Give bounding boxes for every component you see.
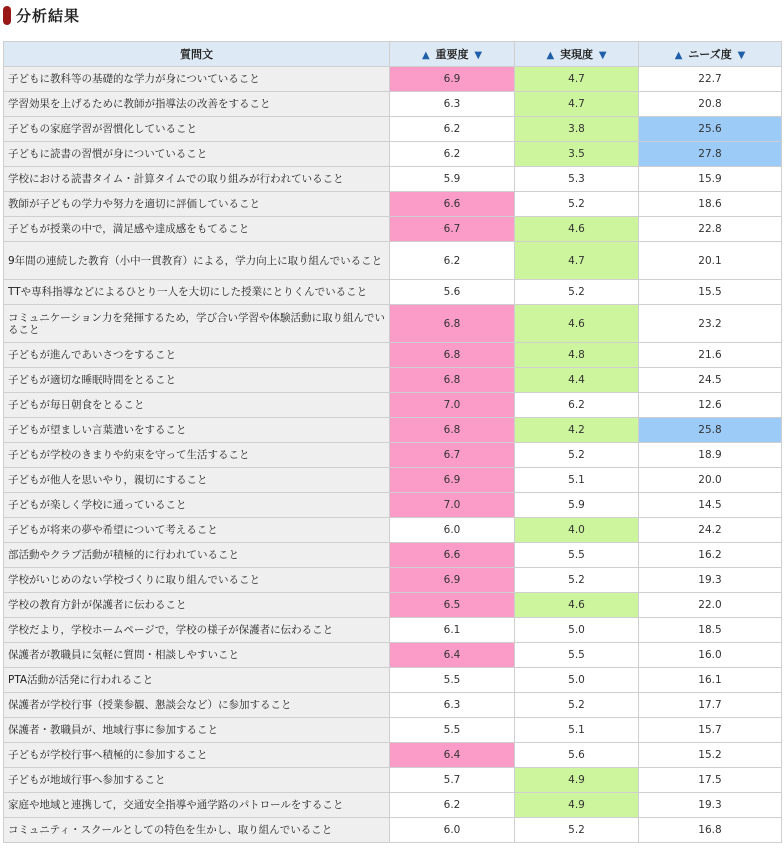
table-row bbox=[4, 818, 782, 843]
importance-cell: 6.4 bbox=[390, 643, 515, 668]
table-row bbox=[4, 543, 782, 568]
importance-cell: 6.3 bbox=[390, 92, 515, 117]
column-header-question: 質問文 bbox=[4, 42, 390, 67]
column-header-importance-label: 重要度 bbox=[435, 48, 469, 61]
table-row bbox=[4, 493, 782, 518]
actual-cell: 5.0 bbox=[515, 618, 639, 643]
question-cell: 学校の教育方針が保護者に伝わること bbox=[4, 593, 390, 618]
column-header-needs bbox=[639, 42, 782, 67]
question-cell: 子どもに読書の習慣が身についていること bbox=[4, 142, 390, 167]
sort-desc-importance-icon[interactable]: ▼ bbox=[474, 50, 483, 61]
actual-cell: 4.6 bbox=[515, 217, 639, 242]
actual-cell: 3.8 bbox=[515, 117, 639, 142]
needs-cell: 22.0 bbox=[639, 593, 782, 618]
actual-cell: 4.6 bbox=[515, 593, 639, 618]
question-cell: 教師が子どもの学力や努力を適切に評価していること bbox=[4, 192, 390, 217]
title-bullet-icon bbox=[3, 6, 11, 25]
importance-cell: 6.0 bbox=[390, 818, 515, 843]
importance-cell: 6.8 bbox=[390, 305, 515, 343]
importance-cell: 7.0 bbox=[390, 493, 515, 518]
needs-cell: 18.5 bbox=[639, 618, 782, 643]
importance-cell: 5.6 bbox=[390, 280, 515, 305]
table-row bbox=[4, 92, 782, 117]
actual-cell: 5.1 bbox=[515, 468, 639, 493]
needs-cell: 15.9 bbox=[639, 167, 782, 192]
actual-cell: 4.8 bbox=[515, 343, 639, 368]
needs-cell: 27.8 bbox=[639, 142, 782, 167]
table-row bbox=[4, 443, 782, 468]
needs-cell: 16.2 bbox=[639, 543, 782, 568]
question-cell: 学習効果を上げるために教師が指導法の改善をすること bbox=[4, 92, 390, 117]
table-row bbox=[4, 393, 782, 418]
sort-desc-needs-icon[interactable]: ▼ bbox=[737, 50, 746, 61]
table-row bbox=[4, 117, 782, 142]
question-cell: 9年間の連続した教育（小中一貫教育）による，学力向上に取り組んでいること bbox=[4, 242, 390, 280]
question-cell: 子どもが進んであいさつをすること bbox=[4, 343, 390, 368]
importance-cell: 6.8 bbox=[390, 343, 515, 368]
needs-cell: 15.7 bbox=[639, 718, 782, 743]
question-cell: 子どもが将来の夢や希望について考えること bbox=[4, 518, 390, 543]
needs-cell: 25.6 bbox=[639, 117, 782, 142]
table-row bbox=[4, 668, 782, 693]
question-cell: コミュニケーション力を発揮するため，学び合い学習や体験活動に取り組んでいること bbox=[4, 305, 390, 343]
table-row bbox=[4, 693, 782, 718]
question-cell: 学校がいじめのない学校づくりに取り組んでいること bbox=[4, 568, 390, 593]
actual-cell: 5.1 bbox=[515, 718, 639, 743]
actual-cell: 6.2 bbox=[515, 393, 639, 418]
importance-cell: 5.9 bbox=[390, 167, 515, 192]
question-cell: 部活動やクラブ活動が積極的に行われていること bbox=[4, 543, 390, 568]
question-cell: 保護者が学校行事（授業参観、懇談会など）に参加すること bbox=[4, 693, 390, 718]
sort-asc-actual-icon[interactable]: ▲ bbox=[546, 50, 555, 61]
importance-cell: 6.7 bbox=[390, 217, 515, 242]
importance-cell: 6.2 bbox=[390, 242, 515, 280]
importance-cell: 6.4 bbox=[390, 743, 515, 768]
actual-cell: 4.9 bbox=[515, 793, 639, 818]
needs-cell: 18.6 bbox=[639, 192, 782, 217]
question-cell: 子どもが適切な睡眠時間をとること bbox=[4, 368, 390, 393]
needs-cell: 20.0 bbox=[639, 468, 782, 493]
question-cell: 学校だより，学校ホームページで，学校の様子が保護者に伝わること bbox=[4, 618, 390, 643]
importance-cell: 6.2 bbox=[390, 793, 515, 818]
actual-cell: 5.9 bbox=[515, 493, 639, 518]
needs-cell: 16.0 bbox=[639, 643, 782, 668]
needs-cell: 24.5 bbox=[639, 368, 782, 393]
table-row bbox=[4, 793, 782, 818]
sort-asc-needs-icon[interactable]: ▲ bbox=[674, 50, 683, 61]
needs-cell: 22.8 bbox=[639, 217, 782, 242]
table-row bbox=[4, 192, 782, 217]
needs-cell: 17.7 bbox=[639, 693, 782, 718]
table-row bbox=[4, 718, 782, 743]
actual-cell: 4.0 bbox=[515, 518, 639, 543]
actual-cell: 5.2 bbox=[515, 693, 639, 718]
actual-cell: 5.6 bbox=[515, 743, 639, 768]
table-row bbox=[4, 305, 782, 343]
table-row bbox=[4, 568, 782, 593]
question-cell: 保護者が教職員に気軽に質問・相談しやすいこと bbox=[4, 643, 390, 668]
needs-cell: 17.5 bbox=[639, 768, 782, 793]
table-row bbox=[4, 343, 782, 368]
importance-cell: 6.5 bbox=[390, 593, 515, 618]
table-row bbox=[4, 768, 782, 793]
question-cell: 子どもが地域行事へ参加すること bbox=[4, 768, 390, 793]
question-cell: 子どもが学校行事へ積極的に参加すること bbox=[4, 743, 390, 768]
importance-cell: 5.5 bbox=[390, 718, 515, 743]
actual-cell: 4.7 bbox=[515, 92, 639, 117]
importance-cell: 6.2 bbox=[390, 117, 515, 142]
actual-cell: 5.2 bbox=[515, 443, 639, 468]
table-row bbox=[4, 618, 782, 643]
table-row bbox=[4, 743, 782, 768]
question-cell: 子どもが楽しく学校に通っていること bbox=[4, 493, 390, 518]
question-cell: 学校における読書タイム・計算タイムでの取り組みが行われていること bbox=[4, 167, 390, 192]
actual-cell: 5.2 bbox=[515, 192, 639, 217]
table-row bbox=[4, 643, 782, 668]
needs-cell: 16.8 bbox=[639, 818, 782, 843]
importance-cell: 6.6 bbox=[390, 192, 515, 217]
actual-cell: 5.2 bbox=[515, 568, 639, 593]
actual-cell: 4.6 bbox=[515, 305, 639, 343]
actual-cell: 4.4 bbox=[515, 368, 639, 393]
needs-cell: 19.3 bbox=[639, 568, 782, 593]
needs-cell: 22.7 bbox=[639, 67, 782, 92]
question-cell: TTや専科指導などによるひとり一人を大切にした授業にとりくんでいること bbox=[4, 280, 390, 305]
question-cell: 子どもが毎日朝食をとること bbox=[4, 393, 390, 418]
actual-cell: 5.3 bbox=[515, 167, 639, 192]
question-cell: 子どもに教科等の基礎的な学力が身についていること bbox=[4, 67, 390, 92]
sort-desc-actual-icon[interactable]: ▼ bbox=[598, 50, 607, 61]
actual-cell: 4.2 bbox=[515, 418, 639, 443]
importance-cell: 7.0 bbox=[390, 393, 515, 418]
table-body bbox=[4, 67, 782, 843]
question-cell: コミュニティ・スクールとしての特色を生かし、取り組んでいること bbox=[4, 818, 390, 843]
needs-cell: 25.8 bbox=[639, 418, 782, 443]
needs-cell: 19.3 bbox=[639, 793, 782, 818]
column-header-importance bbox=[390, 42, 515, 67]
actual-cell: 4.9 bbox=[515, 768, 639, 793]
needs-cell: 15.5 bbox=[639, 280, 782, 305]
question-cell: 子どもが授業の中で，満足感や達成感をもてること bbox=[4, 217, 390, 242]
needs-cell: 23.2 bbox=[639, 305, 782, 343]
table-row bbox=[4, 368, 782, 393]
question-cell: 子どもが学校のきまりや約束を守って生活すること bbox=[4, 443, 390, 468]
needs-cell: 12.6 bbox=[639, 393, 782, 418]
importance-cell: 6.7 bbox=[390, 443, 515, 468]
table-row bbox=[4, 468, 782, 493]
importance-cell: 6.6 bbox=[390, 543, 515, 568]
importance-cell: 5.5 bbox=[390, 668, 515, 693]
table-row bbox=[4, 518, 782, 543]
importance-cell: 6.9 bbox=[390, 568, 515, 593]
table-row bbox=[4, 67, 782, 92]
column-header-needs-label: ニーズ度 bbox=[688, 48, 732, 61]
needs-cell: 18.9 bbox=[639, 443, 782, 468]
table-row bbox=[4, 280, 782, 305]
importance-cell: 5.7 bbox=[390, 768, 515, 793]
table-row bbox=[4, 217, 782, 242]
importance-cell: 6.1 bbox=[390, 618, 515, 643]
page-title: 分析結果 bbox=[16, 7, 81, 25]
importance-cell: 6.9 bbox=[390, 468, 515, 493]
question-cell: 保護者・教職員が、地域行事に参加すること bbox=[4, 718, 390, 743]
needs-cell: 24.2 bbox=[639, 518, 782, 543]
question-cell: 子どもが望ましい言葉遣いをすること bbox=[4, 418, 390, 443]
actual-cell: 4.7 bbox=[515, 242, 639, 280]
actual-cell: 3.5 bbox=[515, 142, 639, 167]
importance-cell: 6.3 bbox=[390, 693, 515, 718]
needs-cell: 14.5 bbox=[639, 493, 782, 518]
question-cell: 家庭や地域と連携して，交通安全指導や通学路のパトロールをすること bbox=[4, 793, 390, 818]
actual-cell: 5.5 bbox=[515, 543, 639, 568]
column-header-actual-label: 実現度 bbox=[560, 48, 593, 61]
needs-cell: 20.8 bbox=[639, 92, 782, 117]
table-row bbox=[4, 242, 782, 280]
needs-cell: 21.6 bbox=[639, 343, 782, 368]
needs-cell: 20.1 bbox=[639, 242, 782, 280]
actual-cell: 5.2 bbox=[515, 818, 639, 843]
question-cell: 子どもが他人を思いやり，親切にすること bbox=[4, 468, 390, 493]
table-row bbox=[4, 418, 782, 443]
question-cell: 子どもの家庭学習が習慣化していること bbox=[4, 117, 390, 142]
analysis-table bbox=[3, 41, 782, 843]
importance-cell: 6.0 bbox=[390, 518, 515, 543]
importance-cell: 6.2 bbox=[390, 142, 515, 167]
actual-cell: 4.7 bbox=[515, 67, 639, 92]
column-header-actual bbox=[515, 42, 639, 67]
actual-cell: 5.2 bbox=[515, 280, 639, 305]
needs-cell: 15.2 bbox=[639, 743, 782, 768]
table-row bbox=[4, 167, 782, 192]
table-row bbox=[4, 142, 782, 167]
importance-cell: 6.9 bbox=[390, 67, 515, 92]
importance-cell: 6.8 bbox=[390, 418, 515, 443]
question-cell: PTA活動が活発に行われること bbox=[4, 668, 390, 693]
table-row bbox=[4, 593, 782, 618]
needs-cell: 16.1 bbox=[639, 668, 782, 693]
sort-asc-importance-icon[interactable]: ▲ bbox=[421, 50, 430, 61]
page-header bbox=[0, 0, 784, 32]
actual-cell: 5.5 bbox=[515, 643, 639, 668]
table-header-row bbox=[4, 42, 782, 67]
importance-cell: 6.8 bbox=[390, 368, 515, 393]
actual-cell: 5.0 bbox=[515, 668, 639, 693]
